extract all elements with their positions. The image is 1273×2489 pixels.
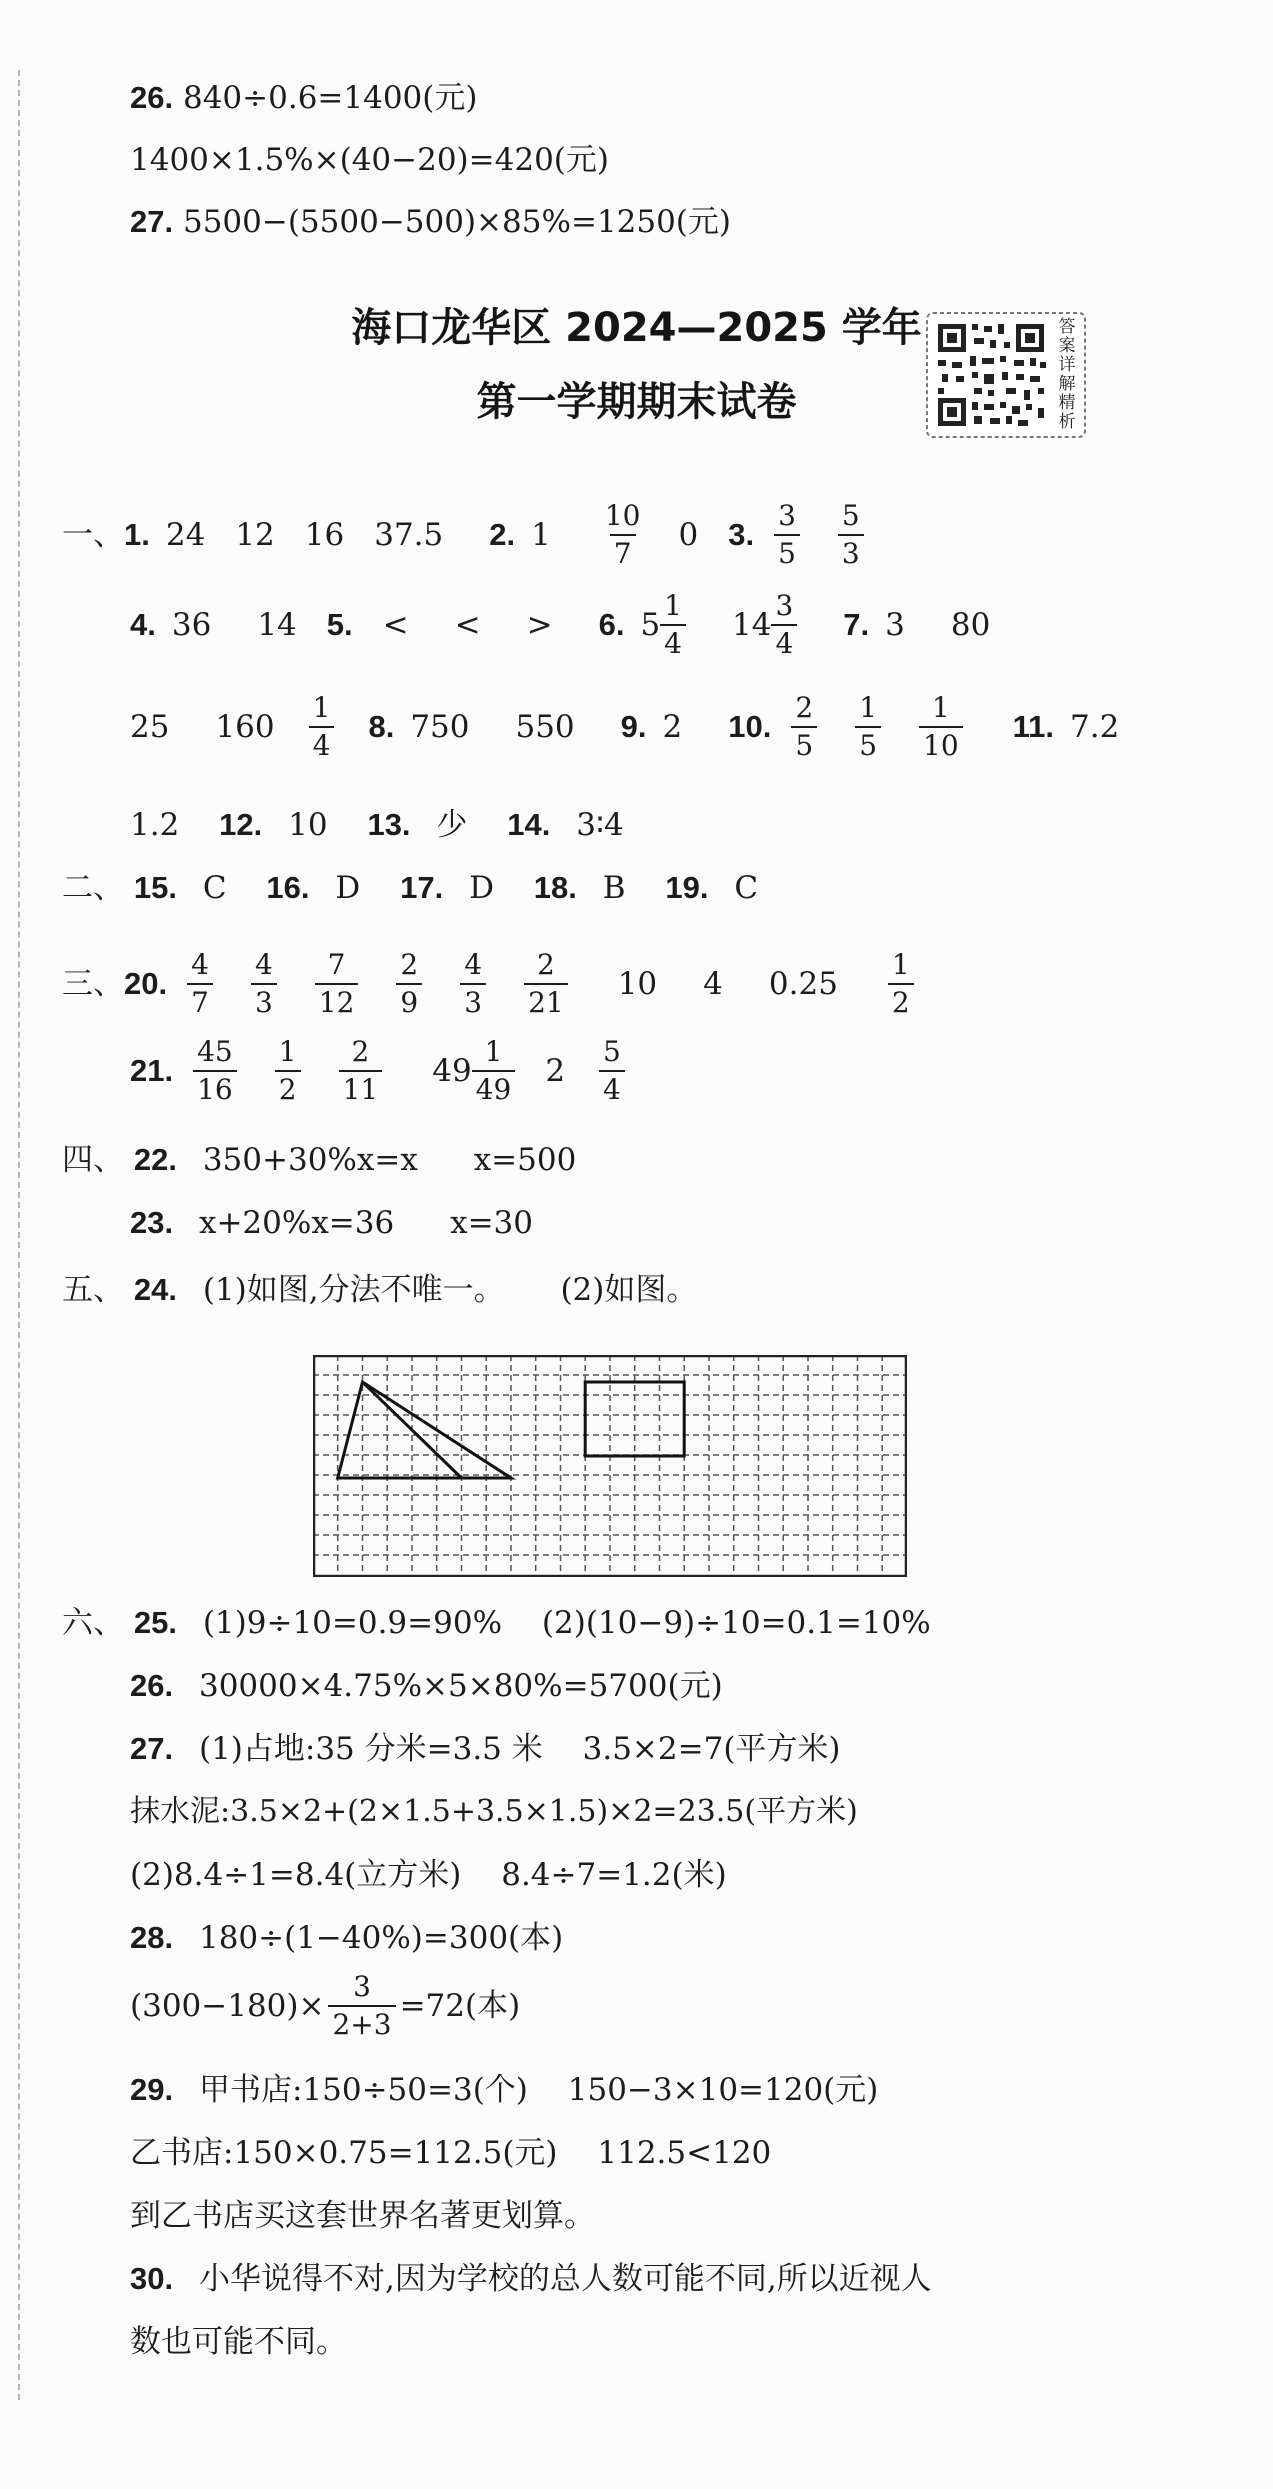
answer-text: 30000×4.75%×5×80%=5700(元) — [198, 1668, 723, 1704]
answer-text: (1)如图,分法不唯一。 — [202, 1272, 505, 1308]
question-number: 9. — [620, 709, 647, 744]
answer-value: < — [382, 607, 409, 643]
denominator: 5 — [791, 726, 817, 764]
question-number: 10. — [728, 709, 772, 744]
question-number: 24. — [133, 1272, 177, 1307]
fraction — [275, 1034, 301, 1108]
answer-text: (2)(10−9)÷10=0.1=10% — [541, 1605, 931, 1641]
answer-value: 0.25 — [768, 966, 838, 1002]
answer-value: 少 — [436, 807, 468, 843]
question-number: 28. — [130, 1920, 174, 1955]
denominator: 4 — [309, 726, 335, 764]
denominator: 7 — [610, 534, 636, 572]
section-label: 二、 — [62, 870, 124, 906]
numerator: 4 — [191, 948, 209, 981]
answer-text: (1)占地:35 分米=3.5 米 — [198, 1731, 543, 1767]
fraction — [599, 1034, 625, 1108]
question-number: 23. — [130, 1205, 174, 1240]
equation: 350+30%x=x — [202, 1142, 418, 1178]
answer-text: 小华说得不对,因为学校的总人数可能不同,所以近视人 — [198, 2261, 932, 2297]
answer-value: 10 — [617, 966, 658, 1002]
question-number: 6. — [598, 607, 625, 642]
answer-value: C — [734, 870, 759, 906]
section-label: 六、 — [62, 1605, 124, 1641]
section-label: 三、 — [62, 966, 124, 1002]
denominator: 12 — [315, 983, 359, 1021]
section6-q29-line1 — [130, 2070, 878, 2110]
section6-q29-line2 — [130, 2133, 771, 2173]
answer-text: 112.5<120 — [597, 2135, 772, 2171]
triangle-shape — [338, 1382, 511, 1478]
fraction — [771, 588, 797, 662]
answer-value: B — [602, 870, 626, 906]
question-number: 5. — [326, 607, 353, 642]
whole-part: 5 — [640, 607, 661, 643]
section3-q21 — [130, 1033, 629, 1109]
answer-value: C — [202, 870, 227, 906]
numerator: 2 — [351, 1035, 370, 1068]
answer-text: 1400×1.5%×(40−20)=420(元) — [130, 142, 609, 178]
question-number: 27. — [130, 1731, 174, 1766]
numerator: 4 — [254, 948, 273, 981]
solution: x=500 — [473, 1142, 577, 1178]
denominator: 2 — [888, 983, 914, 1021]
denominator: 2 — [275, 1070, 301, 1108]
section6-q27-line1 — [130, 1729, 841, 1769]
denominator: 16 — [193, 1070, 237, 1108]
section5-q24 — [62, 1270, 697, 1310]
answer-value: > — [526, 607, 553, 643]
section6-q29-line3 — [130, 2196, 595, 2236]
fraction — [328, 1969, 395, 2043]
answer-value: 750 — [410, 709, 470, 745]
answer-text: 180÷(1−40%)=300(本) — [198, 1920, 564, 1956]
answer-text: (2)如图。 — [560, 1272, 698, 1308]
numerator: 45 — [197, 1035, 233, 1068]
answer-text: 840÷0.6=1400(元) — [182, 80, 478, 116]
section6-q25 — [62, 1603, 931, 1643]
question-number: 18. — [533, 870, 577, 905]
denominator: 10 — [919, 726, 963, 764]
answer-text: 3.5×2=7(平方米) — [582, 1731, 841, 1767]
question-number: 30. — [130, 2261, 174, 2296]
fraction — [888, 947, 914, 1021]
answer-text: 到乙书店买这套世界名著更划算。 — [130, 2198, 595, 2234]
answer-value: 0 — [678, 517, 699, 553]
answer-value: 24 — [165, 517, 206, 553]
section1-row4 — [130, 805, 624, 845]
qr-caption-char: 详 — [1058, 355, 1076, 375]
question-number: 4. — [130, 607, 156, 642]
question-number: 19. — [665, 870, 709, 905]
numerator: 4 — [464, 948, 483, 981]
prev-q26-line2 — [130, 140, 609, 180]
question-number: 1. — [124, 517, 150, 552]
numerator: 1 — [859, 691, 878, 724]
question-number: 3. — [728, 517, 755, 552]
numerator: 3 — [778, 499, 796, 532]
answer-value: 2 — [662, 709, 683, 745]
exam-title: 海口龙华区 2024—2025 学年 — [351, 305, 922, 351]
grid-figure — [313, 1355, 907, 1577]
denominator: 3 — [838, 534, 864, 572]
fraction — [315, 947, 359, 1021]
fraction — [524, 947, 568, 1021]
question-number: 16. — [266, 870, 310, 905]
denominator: 2+3 — [328, 2005, 395, 2043]
section6-q30-line1 — [130, 2259, 932, 2299]
qr-caption-char: 析 — [1058, 412, 1076, 432]
denominator: 4 — [660, 624, 686, 662]
section-label: 四、 — [62, 1142, 124, 1178]
section-label: 五、 — [62, 1272, 124, 1308]
section1-row1 — [62, 497, 868, 573]
fraction — [791, 690, 817, 764]
section6-q26 — [130, 1666, 723, 1706]
solution: x=30 — [450, 1205, 533, 1241]
answer-value: 10 — [288, 807, 328, 843]
fraction — [460, 947, 486, 1021]
answer-value: 3 — [885, 607, 905, 643]
answer-value: 16 — [304, 517, 345, 553]
question-number: 22. — [133, 1142, 177, 1177]
fraction — [251, 947, 277, 1021]
answer-value: 3∶4 — [576, 807, 624, 843]
answer-text: (300−180)× — [130, 1988, 325, 2024]
denominator: 4 — [599, 1070, 625, 1108]
section6-q28-line2 — [130, 1966, 520, 2046]
answer-text: (1)9÷10=0.9=90% — [202, 1605, 503, 1641]
question-number: 25. — [133, 1605, 177, 1640]
numerator: 2 — [795, 691, 814, 724]
question-number: 27. — [130, 204, 174, 239]
question-number: 7. — [843, 607, 870, 642]
denominator: 4 — [771, 624, 797, 662]
numerator: 3 — [353, 1970, 371, 2003]
answer-text: =72(本) — [399, 1988, 521, 2024]
grid-diagram — [313, 1355, 907, 1577]
qr-code-block — [926, 312, 1086, 438]
section6-q27-line3 — [130, 1855, 727, 1895]
qr-caption-char: 答 — [1058, 317, 1076, 337]
question-number: 13. — [367, 807, 411, 842]
qr-caption — [1054, 318, 1080, 432]
answer-value: 1 — [531, 517, 551, 553]
numerator: 5 — [841, 499, 860, 532]
answer-value: 4 — [703, 966, 723, 1002]
section4-q22 — [62, 1140, 576, 1180]
answer-value: 36 — [171, 607, 212, 643]
section-label: 一、 — [62, 517, 124, 553]
question-number: 26. — [130, 80, 174, 115]
answer-value: 12 — [235, 517, 275, 553]
question-number: 14. — [507, 807, 551, 842]
question-number: 15. — [133, 870, 177, 905]
answer-value: 7.2 — [1070, 709, 1120, 745]
whole-part: 49 — [432, 1053, 472, 1089]
fraction — [187, 947, 213, 1021]
numerator: 1 — [664, 589, 682, 622]
answer-value: 1.2 — [130, 807, 180, 843]
question-number: 29. — [130, 2072, 174, 2107]
section4-q23 — [130, 1203, 533, 1243]
answer-text: (2)8.4÷1=8.4(立方米) — [130, 1857, 462, 1893]
fraction — [601, 498, 645, 572]
question-number: 26. — [130, 1668, 174, 1703]
answer-text: 150−3×10=120(元) — [567, 2072, 879, 2108]
numerator: 1 — [278, 1035, 297, 1068]
denominator: 5 — [855, 726, 881, 764]
answer-value: 25 — [130, 709, 170, 745]
answer-value: D — [469, 870, 494, 906]
section6-q28-line1 — [130, 1918, 563, 1958]
fraction — [309, 690, 335, 764]
mixed-number — [732, 588, 797, 662]
section6-q27-line2 — [130, 1792, 858, 1832]
section1-row3 — [130, 689, 1119, 765]
question-number: 21. — [130, 1053, 174, 1088]
qr-caption-char: 解 — [1058, 374, 1076, 394]
question-number: 2. — [489, 517, 516, 552]
denominator: 9 — [396, 983, 422, 1021]
section6-q30-line2 — [130, 2322, 347, 2362]
denominator: 11 — [339, 1070, 383, 1108]
answer-value: < — [454, 607, 481, 643]
answer-value: 2 — [545, 1053, 566, 1089]
fraction — [660, 588, 686, 662]
numerator: 2 — [400, 948, 419, 981]
denominator: 3 — [251, 983, 277, 1021]
question-number: 8. — [368, 709, 395, 744]
numerator: 1 — [891, 948, 910, 981]
answer-text: 5500−(5500−500)×85%=1250(元) — [182, 204, 731, 240]
answer-text: 抹水泥:3.5×2+(2×1.5+3.5×1.5)×2=23.5(平方米) — [130, 1794, 858, 1829]
numerator: 3 — [775, 589, 794, 622]
question-number: 11. — [1012, 709, 1055, 744]
answer-text: 8.4÷7=1.2(米) — [501, 1857, 727, 1893]
numerator: 10 — [604, 499, 641, 532]
qr-caption-char: 精 — [1058, 393, 1076, 413]
answer-value: 550 — [515, 709, 575, 745]
numerator: 1 — [312, 691, 331, 724]
answer-value: D — [335, 870, 361, 906]
section2-row — [62, 868, 758, 908]
fraction — [193, 1034, 237, 1108]
numerator: 1 — [484, 1035, 503, 1068]
question-number: 17. — [400, 870, 444, 905]
prev-q27 — [130, 202, 731, 242]
answer-value: 37.5 — [374, 517, 444, 553]
prev-q26-line1 — [130, 78, 477, 118]
qr-caption-char: 案 — [1058, 336, 1076, 356]
mixed-number — [432, 1034, 515, 1108]
denominator: 21 — [524, 983, 568, 1021]
denominator: 3 — [460, 983, 486, 1021]
denominator: 5 — [774, 534, 800, 572]
answer-text: 乙书店:150×0.75=112.5(元) — [130, 2135, 558, 2171]
numerator: 2 — [536, 948, 555, 981]
denominator: 7 — [187, 983, 213, 1021]
section3-q20 — [62, 946, 918, 1022]
question-number: 20. — [124, 966, 168, 1001]
answer-value: 160 — [215, 709, 275, 745]
answer-value: 14 — [257, 607, 297, 643]
numerator: 5 — [603, 1035, 621, 1068]
whole-part: 14 — [732, 607, 772, 643]
fraction — [396, 947, 422, 1021]
section1-row2 — [130, 587, 990, 663]
numerator: 1 — [931, 691, 950, 724]
answer-text: 数也可能不同。 — [130, 2324, 347, 2360]
exam-subtitle: 第一学期期末试卷 — [476, 379, 797, 425]
question-number: 12. — [219, 807, 263, 842]
numerator: 7 — [327, 948, 346, 981]
fraction — [855, 690, 881, 764]
fraction — [774, 498, 800, 572]
equation: x+20%x=36 — [198, 1205, 395, 1241]
fraction — [472, 1034, 516, 1108]
answer-value: 80 — [950, 607, 991, 643]
answer-text: 甲书店:150÷50=3(个) — [198, 2072, 528, 2108]
fraction — [339, 1034, 383, 1108]
fraction — [919, 690, 963, 764]
mixed-number — [640, 588, 686, 662]
fraction — [838, 498, 864, 572]
denominator: 49 — [472, 1070, 516, 1108]
